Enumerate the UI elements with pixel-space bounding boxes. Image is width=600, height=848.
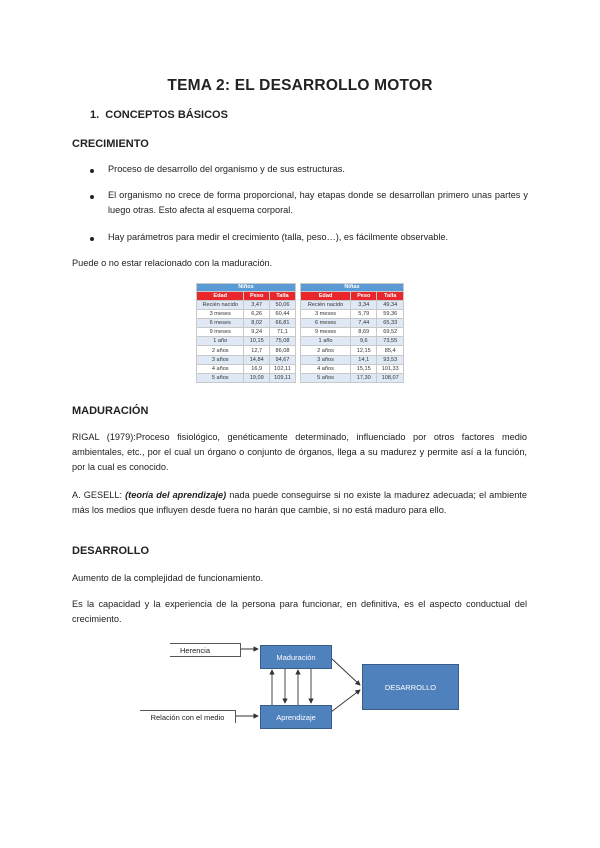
table-cell: 14,84 bbox=[244, 355, 270, 364]
table-cell: Recién nacido bbox=[197, 300, 244, 309]
table-cell: 16,9 bbox=[244, 364, 270, 373]
table-cell: 17,30 bbox=[351, 374, 377, 383]
table-cell: 2 años bbox=[301, 346, 351, 355]
table-cell: 49,34 bbox=[377, 300, 404, 309]
table-cell: 1 año bbox=[197, 337, 244, 346]
column-header: Edad bbox=[301, 291, 351, 300]
heading-crecimiento: CRECIMIENTO bbox=[72, 138, 149, 150]
table-title: Niñas bbox=[301, 284, 404, 292]
section-heading-conceptos: 1. CONCEPTOS BÁSICOS bbox=[90, 109, 228, 121]
table-cell: 8,69 bbox=[351, 328, 377, 337]
gesell-theory: (teoría del aprendizaje) bbox=[125, 490, 227, 500]
maduracion-box: Maduración bbox=[260, 645, 332, 669]
gesell-author: A. GESELL: bbox=[72, 490, 123, 500]
table-cell: 101,33 bbox=[377, 364, 404, 373]
table-cell: 2 años bbox=[197, 346, 244, 355]
table-cell: 12,15 bbox=[351, 346, 377, 355]
table-cell: 7,44 bbox=[351, 318, 377, 327]
table-cell: 86,08 bbox=[269, 346, 295, 355]
table-cell: 73,55 bbox=[377, 337, 404, 346]
table-cell: 109,11 bbox=[269, 374, 295, 383]
table-cell: 93,53 bbox=[377, 355, 404, 364]
table-cell: 15,15 bbox=[351, 364, 377, 373]
table-cell: 85,4 bbox=[377, 346, 404, 355]
table-cell: 6 meses bbox=[197, 318, 244, 327]
table-cell: 6,26 bbox=[244, 309, 270, 318]
column-header: Edad bbox=[197, 291, 244, 300]
table-cell: 12,7 bbox=[244, 346, 270, 355]
gesell-text: nada puede conseguirse si no existe la madurez adecuada; el ambiente más los medios que influyen desde fuera no harán que cambie, si no está maduro para ello. bbox=[72, 490, 527, 515]
heading-maduracion: MADURACIÓN bbox=[72, 405, 149, 417]
table-cell: 6 meses bbox=[301, 318, 351, 327]
table-title: Niños bbox=[197, 284, 296, 292]
table-cell: 14,1 bbox=[351, 355, 377, 364]
herencia-label: Herencia bbox=[170, 643, 241, 657]
arrow-aprendizaje-desarrollo bbox=[331, 690, 360, 712]
table-cell: 50,06 bbox=[269, 300, 295, 309]
desarrollo-paragraph-2: Es la capacidad y la experiencia de la persona para funcionar, en definitiva, es el aspecto conductual del crecimiento. bbox=[72, 599, 527, 624]
table-cell: 69,52 bbox=[377, 328, 404, 337]
table-cell: 66,81 bbox=[269, 318, 295, 327]
heading-desarrollo: DESARROLLO bbox=[72, 545, 149, 557]
table-cell: 102,11 bbox=[269, 364, 295, 373]
table-cell: 60,44 bbox=[269, 309, 295, 318]
table-cell: Recién nacido bbox=[301, 300, 351, 309]
table-cell: 4 años bbox=[301, 364, 351, 373]
table-cell: 8,02 bbox=[244, 318, 270, 327]
relacion-label: Relación con el medio bbox=[140, 710, 236, 723]
table-cell: 9 meses bbox=[301, 328, 351, 337]
table-cell: 4 años bbox=[197, 364, 244, 373]
crecimiento-note: Puede o no estar relacionado con la maduración. bbox=[72, 258, 273, 268]
table-cell: 3,47 bbox=[244, 300, 270, 309]
table-cell: 65,33 bbox=[377, 318, 404, 327]
table-cell: 9,6 bbox=[351, 337, 377, 346]
column-header: Talla bbox=[269, 291, 295, 300]
desarrollo-paragraph-1: Aumento de la complejidad de funcionamiento. bbox=[72, 573, 264, 583]
table-cell: 3 meses bbox=[197, 309, 244, 318]
page-title: TEMA 2: EL DESARROLLO MOTOR bbox=[167, 77, 433, 94]
column-header: Talla bbox=[377, 291, 404, 300]
table-cell: 94,67 bbox=[269, 355, 295, 364]
table-cell: 108,07 bbox=[377, 374, 404, 383]
column-header: Peso bbox=[244, 291, 270, 300]
table-cell: 3,34 bbox=[351, 300, 377, 309]
table-cell: 9,24 bbox=[244, 328, 270, 337]
table-cell: 1 año bbox=[301, 337, 351, 346]
table-cell: 5 años bbox=[197, 374, 244, 383]
table-cell: 3 años bbox=[197, 355, 244, 364]
bullet-item: Hay parámetros para medir el crecimiento (talla, peso…), es fácilmente observable. bbox=[108, 232, 449, 242]
table-cell: 10,15 bbox=[244, 337, 270, 346]
table-cell: 9 meses bbox=[197, 328, 244, 337]
table-cell: 75,08 bbox=[269, 337, 295, 346]
desarrollo-box: DESARROLLO bbox=[362, 664, 459, 710]
table-cell: 59,36 bbox=[377, 309, 404, 318]
aprendizaje-box: Aprendizaje bbox=[260, 705, 332, 729]
table-cell: 5 años bbox=[301, 374, 351, 383]
arrow-maduracion-desarrollo bbox=[331, 658, 360, 685]
column-header: Peso bbox=[351, 291, 377, 300]
rigal-paragraph: RIGAL (1979):Proceso fisiológico, genéticamente determinado, influenciado por otros factores medio ambientales, etc., por el cual un órgano o conjunto de órganos, llega a su madurez y permite así a la función, por la cual es conocido. bbox=[72, 432, 527, 472]
table-cell: 19,09 bbox=[244, 374, 270, 383]
table-cell: 5,79 bbox=[351, 309, 377, 318]
table-cell: 3 meses bbox=[301, 309, 351, 318]
table-cell: 3 años bbox=[301, 355, 351, 364]
bullet-item: El organismo no crece de forma proporcional, hay etapas donde se desarrollan primero unas partes y luego otras. Esto afecta al esquema corporal. bbox=[108, 190, 528, 215]
table-cell: 71,1 bbox=[269, 328, 295, 337]
bullet-item: Proceso de desarrollo del organismo y de sus estructuras. bbox=[108, 164, 345, 174]
